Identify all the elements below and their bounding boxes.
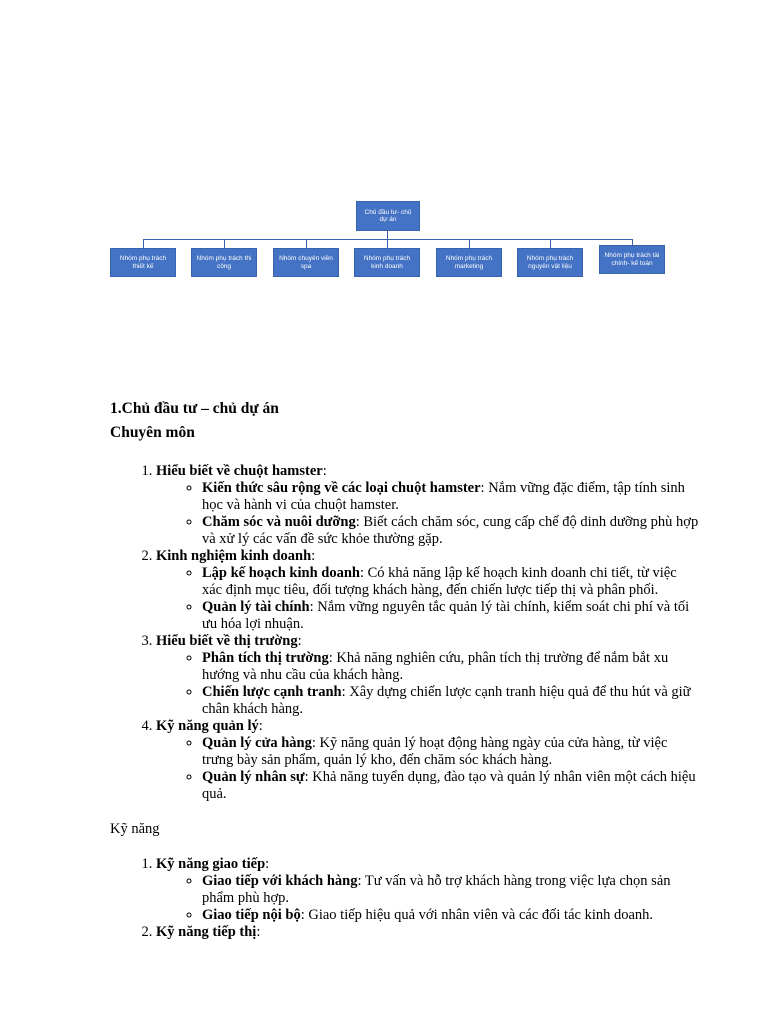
- org-child-node: Nhóm chuyên viên spa: [273, 248, 339, 277]
- document-body: [110, 397, 700, 941]
- org-child-node: Nhóm phụ trách tài chính- kế toán: [599, 245, 665, 274]
- list-item: 3. Hiểu biết về thị trường: ◦ Phân tích thị trường: Khả năng nghiên cứu, phân tích thị trường để nắm bắt xu hướng và nhu cầu của khách hàng. ◦ Chiến lược cạnh tranh: Xây dựng chiến lược cạnh tranh hiệu quả để thu hút và giữ chân khách hàng.: [156, 633, 700, 718]
- org-child-node: Nhóm phụ trách thi công: [191, 248, 257, 277]
- org-child-node: Nhóm phụ trách marketing: [436, 248, 502, 277]
- sub-list-item: ◦ Phân tích thị trường: Khả năng nghiên cứu, phân tích thị trường để nắm bắt xu hướng và nhu cầu của khách hàng.: [202, 650, 700, 684]
- sub-list-item: ◦ Quản lý nhân sự: Khả năng tuyển dụng, đào tạo và quản lý nhân viên một cách hiệu quả.: [202, 769, 700, 803]
- list-item: 2. Kinh nghiệm kinh doanh: ◦ Lập kế hoạch kinh doanh: Có khả năng lập kế hoạch kinh doanh chi tiết, từ việc xác định mục tiêu, đối tượng khách hàng, đến chiến lược tiếp thị và phân phối. ◦ Quản lý tài chính: Nắm vững nguyên tắc quản lý tài chính, kiểm soát chi phí và tối ưu hóa lợi nhuận.: [156, 548, 700, 633]
- sub-list-item: ◦ Quản lý cửa hàng: Kỹ năng quản lý hoạt động hàng ngày của cửa hàng, từ việc trưng bày sản phẩm, quản lý kho, đến chăm sóc khách hàng.: [202, 735, 700, 769]
- sub-list-item: ◦ Quản lý tài chính: Nắm vững nguyên tắc quản lý tài chính, kiểm soát chi phí và tối ưu hóa lợi nhuận.: [202, 599, 700, 633]
- org-root-node: Chủ đầu tư- chủ dự án: [356, 201, 420, 231]
- sub-list-item: ◦ Lập kế hoạch kinh doanh: Có khả năng lập kế hoạch kinh doanh chi tiết, từ việc xác định mục tiêu, đối tượng khách hàng, đến chiến lược tiếp thị và phân phối.: [202, 565, 700, 599]
- skills-heading: Kỹ năng: [110, 821, 160, 837]
- org-child-node: Nhóm phụ trách kinh doanh: [354, 248, 420, 277]
- org-connector-drop: [469, 239, 470, 248]
- sub-list-item: ◦ Giao tiếp nội bộ: Giao tiếp hiệu quả với nhân viên và các đối tác kinh doanh.: [202, 907, 700, 924]
- org-connector-vertical: [387, 231, 388, 239]
- org-connector-drop: [143, 239, 144, 248]
- org-child-node: Nhóm phụ trách nguyên vật liệu: [517, 248, 583, 277]
- org-connector-drop: [550, 239, 551, 248]
- list-item: 1. Kỹ năng giao tiếp: ◦ Giao tiếp với khách hàng: Tư vấn và hỗ trợ khách hàng trong việc lựa chọn sản phẩm phù hợp. ◦ Giao tiếp nội bộ: Giao tiếp hiệu quả với nhân viên và các đối tác kinh doanh.: [156, 856, 700, 924]
- expertise-list: [110, 463, 700, 803]
- org-connector-drop: [306, 239, 307, 248]
- section-title: 1.Chủ đầu tư – chủ dự án: [110, 400, 279, 417]
- org-connector-drop: [224, 239, 225, 248]
- org-chart: [0, 0, 768, 300]
- list-item: 2. Kỹ năng tiếp thị:: [156, 924, 700, 941]
- list-item: 1. Hiểu biết về chuột hamster: ◦ Kiến thức sâu rộng về các loại chuột hamster: Nắm vững đặc điểm, tập tính sinh học và hành vi của chuột hamster. ◦ Chăm sóc và nuôi dưỡng: Biết cách chăm sóc, cung cấp chế độ dinh dưỡng phù hợp và xử lý các vấn đề sức khỏe thường gặp.: [156, 463, 700, 548]
- expertise-heading: Chuyên môn: [110, 424, 195, 441]
- org-child-node: Nhóm phụ trách thiết kế: [110, 248, 176, 277]
- sub-list-item: ◦ Giao tiếp với khách hàng: Tư vấn và hỗ trợ khách hàng trong việc lựa chọn sản phẩm phù hợp.: [202, 873, 700, 907]
- skills-list: [110, 856, 700, 941]
- org-connector-horizontal: [143, 239, 633, 240]
- list-item: 4. Kỹ năng quản lý: ◦ Quản lý cửa hàng: Kỹ năng quản lý hoạt động hàng ngày của cửa hàng, từ việc trưng bày sản phẩm, quản lý kho, đến chăm sóc khách hàng. ◦ Quản lý nhân sự: Khả năng tuyển dụng, đào tạo và quản lý nhân viên một cách hiệu quả.: [156, 718, 700, 803]
- sub-list-item: ◦ Chăm sóc và nuôi dưỡng: Biết cách chăm sóc, cung cấp chế độ dinh dưỡng phù hợp và xử lý các vấn đề sức khỏe thường gặp.: [202, 514, 700, 548]
- org-connector-drop: [387, 239, 388, 248]
- sub-list-item: ◦ Kiến thức sâu rộng về các loại chuột hamster: Nắm vững đặc điểm, tập tính sinh học và hành vi của chuột hamster.: [202, 480, 700, 514]
- sub-list-item: ◦ Chiến lược cạnh tranh: Xây dựng chiến lược cạnh tranh hiệu quả để thu hút và giữ chân khách hàng.: [202, 684, 700, 718]
